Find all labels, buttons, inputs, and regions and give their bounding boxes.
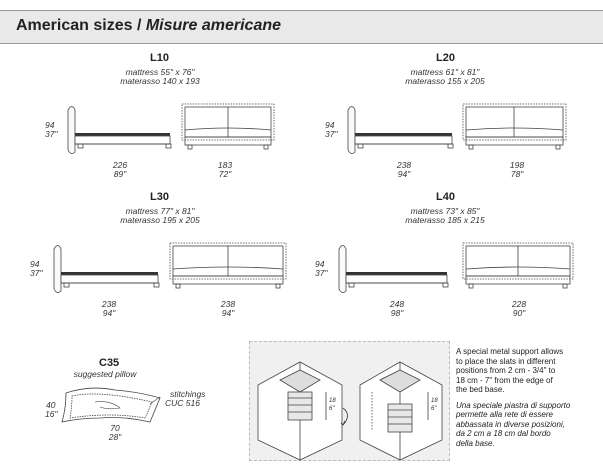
- pillow-label: suggested pillow: [73, 369, 137, 379]
- mattress-inch-l10: mattress 55" x 76": [125, 67, 195, 77]
- stitchings-code: CUC 516: [165, 398, 200, 408]
- height-cm-l30: 94: [30, 259, 40, 269]
- height-in-l20: 37": [325, 129, 338, 139]
- width-cm-l30: 238: [220, 299, 236, 309]
- pillow-width-cm: 70: [110, 423, 120, 433]
- length-in-l40: 98": [390, 308, 404, 318]
- pillow-height-cm: 40: [46, 400, 56, 410]
- mattress-inch-l30: mattress 77" x 81": [125, 206, 195, 216]
- pillow-width-in: 28": [108, 432, 122, 442]
- support-dim-a-in: 6": [329, 406, 335, 412]
- width-in-l20: 78": [510, 169, 524, 179]
- length-in-l10: 89": [113, 169, 127, 179]
- support-text-italian: Una speciale piastra di supporto permette alla rete di essere abbassata in diverse posizioni, da 2 cm a 18 cm dal bordo della base.: [456, 400, 571, 448]
- bed-side-view-l20: [348, 107, 453, 154]
- bed-front-view-l20: [463, 104, 566, 149]
- stitchings-label: stitchings: [170, 389, 206, 399]
- bed-front-view-l40: [463, 243, 573, 288]
- width-cm-l20: 198: [509, 160, 525, 170]
- mattress-cm-l30: materasso 195 x 205: [120, 215, 200, 225]
- length-cm-l40: 248: [389, 299, 405, 309]
- support-description: [456, 347, 596, 454]
- height-cm-l10: 94: [45, 120, 55, 130]
- height-cm-l20: 94: [325, 120, 335, 130]
- support-diagram-right: [360, 362, 442, 460]
- mattress-cm-l20: materasso 155 x 205: [405, 76, 485, 86]
- bed-front-view-l30: [170, 243, 286, 288]
- pillow-drawing: [62, 388, 160, 422]
- pillow-height-in: 16": [45, 409, 58, 419]
- height-in-l30: 37": [30, 268, 43, 278]
- length-cm-l20: 238: [396, 160, 412, 170]
- mattress-cm-l40: materasso 185 x 215: [405, 215, 485, 225]
- height-in-l10: 37": [45, 129, 58, 139]
- mattress-inch-l40: mattress 73" x 85": [410, 206, 480, 216]
- bed-side-view-l30: [54, 246, 159, 293]
- width-cm-l10: 183: [217, 160, 233, 170]
- height-in-l40: 37": [315, 268, 328, 278]
- length-cm-l10: 226: [112, 160, 128, 170]
- bed-code-l30: L30: [150, 191, 169, 203]
- section-title: American sizes / Misure americane: [16, 17, 282, 34]
- bed-side-view-l10: [68, 107, 171, 154]
- bed-code-l10: L10: [150, 52, 169, 64]
- support-dim-a-cm: 18: [329, 398, 336, 404]
- width-in-l40: 90": [512, 308, 526, 318]
- pillow-code: C35: [99, 357, 120, 369]
- width-cm-l40: 228: [511, 299, 527, 309]
- width-in-l10: 72": [218, 169, 232, 179]
- length-cm-l30: 238: [101, 299, 117, 309]
- support-dim-b-cm: 18: [431, 398, 438, 404]
- length-in-l20: 94": [397, 169, 411, 179]
- mattress-cm-l10: materasso 140 x 193: [120, 76, 200, 86]
- support-text-english: A special metal support allows to place the slats in different positions from 2 cm - 3/4" to 18 cm - 7" from the edge of the bed base.: [456, 347, 564, 394]
- support-dim-b-in: 6": [431, 406, 437, 412]
- bed-code-l20: L20: [436, 52, 455, 64]
- bed-side-view-l40: [339, 246, 448, 293]
- length-in-l30: 94": [102, 308, 116, 318]
- height-cm-l40: 94: [315, 259, 325, 269]
- bed-front-view-l10: [182, 104, 274, 149]
- bed-code-l40: L40: [436, 191, 455, 203]
- mattress-inch-l20: mattress 61" x 81": [410, 67, 480, 77]
- width-in-l30: 94": [221, 308, 235, 318]
